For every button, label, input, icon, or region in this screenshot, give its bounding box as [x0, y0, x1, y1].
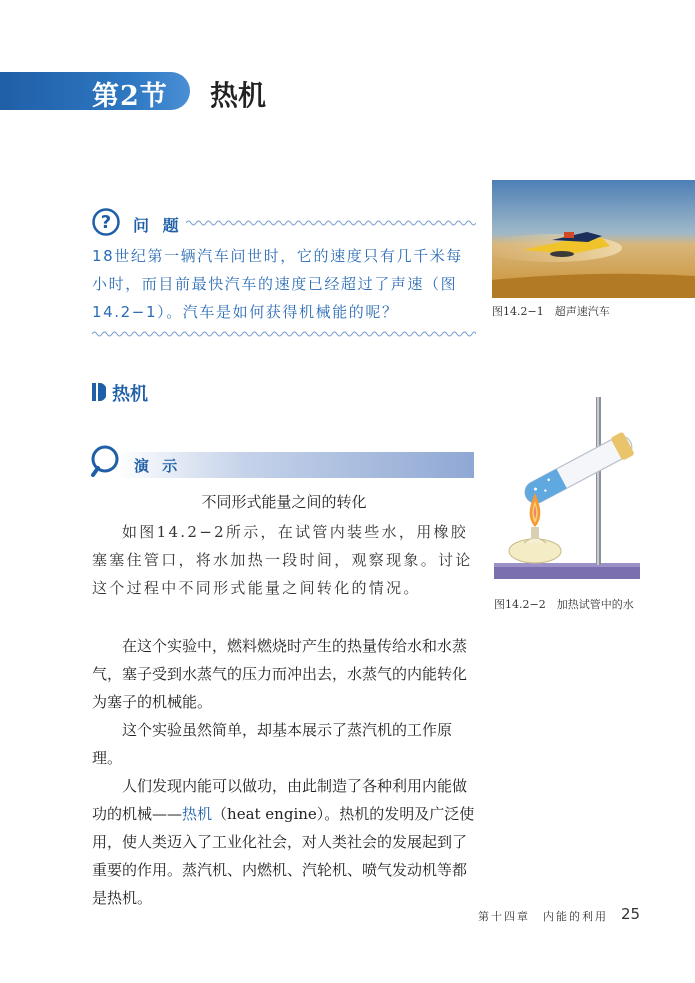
- magnifier-icon: [90, 444, 122, 478]
- supersonic-car-photo: [492, 180, 695, 298]
- body-paragraph-3: [92, 772, 476, 912]
- body-paragraph-2: 这个实验虽然简单，却基本展示了蒸汽机的工作原理。: [92, 721, 453, 767]
- body-text: [92, 632, 476, 912]
- demo-heading: 不同形式能量之间的转化: [201, 493, 367, 511]
- p3-before: 人们发现内能可以做功，由此制造了各种利用内能做功的机械——: [92, 777, 468, 823]
- heating-test-tube-figure: [490, 393, 650, 585]
- subsection-marker-icon: [92, 383, 106, 401]
- subsection-title: 热机: [112, 384, 148, 405]
- wave-divider-top: [186, 219, 476, 227]
- section-title: 热机: [210, 79, 267, 112]
- term-heat-engine: 热机: [182, 805, 213, 823]
- wave-divider-bottom: [92, 330, 476, 338]
- p3-after: （heat engine）。热机的发明及广泛使用，使人类迈入了工业化社会，对人类社会的发展起到了重要的作用。蒸汽机、内燃机、汽轮机、喷气发动机等都是热机。: [92, 805, 475, 907]
- question-text: 18世纪第一辆汽车问世时，它的速度只有几千米每小时，而目前最快汽车的速度已经超过了声速（图 14.2−1）。汽车是如何获得机械能的呢？: [92, 247, 463, 321]
- demo-text: 如图14.2−2所示，在试管内装些水，用橡胶塞塞住管口，将水加热一段时间，观察现象。讨论这个过程中不同形式能量之间转化的情况。: [92, 523, 473, 597]
- question-label: 问 题: [133, 216, 183, 235]
- figure2-caption: 图14.2−2 加热试管中的水: [494, 598, 634, 611]
- footer-chapter: 第十四章 内能的利用: [478, 910, 608, 923]
- demo-label: 演 示: [134, 457, 182, 475]
- section-number: 第2节: [92, 81, 168, 112]
- svg-text:?: ?: [100, 212, 112, 233]
- body-paragraph-1: 在这个实验中，燃料燃烧时产生的热量传给水和水蒸气，塞子受到水蒸气的压力而冲出去，水蒸气的内能转化为塞子的机械能。: [92, 637, 468, 711]
- page-number: 25: [621, 905, 641, 923]
- figure1-caption: 图14.2−1 超声速汽车: [492, 305, 610, 318]
- question-icon: [92, 208, 120, 236]
